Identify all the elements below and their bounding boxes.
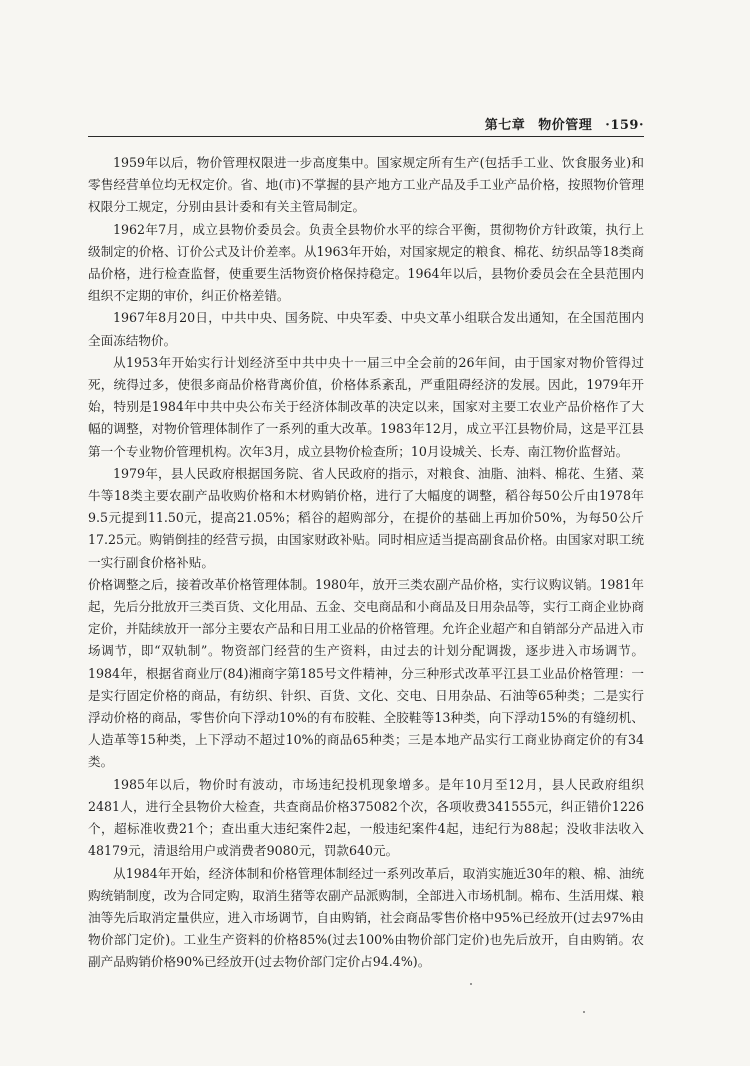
paragraph: 1967年8月20日，中共中央、国务院、中央军委、中央文革小组联合发出通知，在全国范围内全面冻结物价。 — [88, 310, 644, 348]
chapter-label: 第七章 — [484, 118, 526, 133]
body-text — [88, 152, 644, 974]
scan-speck — [470, 983, 472, 985]
section-title: 物价管理 — [538, 118, 593, 133]
running-header — [88, 114, 644, 137]
paragraph: 价格调整之后，接着改革价格管理体制。1980年，放开三类农副产品价格，实行议购议销。1981年起，先后分批放开三类百货、文化用品、五金、交电商品和小商品及日用杂品等，实行工商企业协商定价，并陆续放开一部分主要农产品和日用工业品的价格管理。允许企业超产和自销部分产品进入市场调节，即“双轨制”。物资部门经营的生产资料，由过去的计划分配调拨，逐步进入市场调节。1984年，根据省商业厅(84)湘商字第185号文件精神，分三种形式改革平江县工业品价格管理：一是实行固定价格的商品，有纺织、针织、百货、文化、交电、日用杂品、石油等65种类；二是实行浮动价格的商品，零售价向下浮动10%的有布胶鞋、全胶鞋等13种类，向下浮动15%的有缝纫机、人造革等15种类，上下浮动不超过10%的商品65种类；三是本地产品实行工商业协商定价的有34类。 — [88, 576, 644, 770]
paragraph: 1985年以后，物价时有波动，市场违纪投机现象增多。是年10月至12月，县人民政府组织2481人，进行全县物价大检查，共查商品价格375082个次，各项收费341555元，纠正错价1226个，超标准收费21个；查出重大违纪案件2起，一般违纪案件4起，违纪行为88起；没收非法收入48179元，清退给用户或消费者9080元，罚款640元。 — [88, 776, 644, 859]
scan-speck — [583, 1011, 585, 1013]
paragraph: 从1984年开始，经济体制和价格管理体制经过一系列改革后，取消实施近30年的粮、棉、油统购统销制度，改为合同定购，取消生猪等农副产品派购制，全部进入市场机制。棉布、生活用煤、粮油等先后取消定量供应，进入市场调节，自由购销，社会商品零售价格中95%已经放开(过去97%由物价部门定价)。工业生产资料的价格85%(过去100%由物价部门定价)也先后放开，自由购销。农副产品购销价格90%已经放开(过去物价部门定价占94.4%)。 — [88, 865, 644, 970]
page-number: ·159· — [605, 118, 644, 133]
paragraph: 1959年以后，物价管理权限进一步高度集中。国家规定所有生产(包括手工业、饮食服务业)和零售经营单位均无权定价。省、地(市)不掌握的县产地方工业产品及手工业产品价格，按照物价管理权限分工规定，分别由县计委和有关主管局制定。 — [88, 155, 644, 215]
paragraph: 1979年，县人民政府根据国务院、省人民政府的指示，对粮食、油脂、油料、棉花、生猪、菜牛等18类主要农副产品收购价格和木材购销价格，进行了大幅度的调整，稻谷每50公斤由1978年9.5元提到11.50元，提高21.05%；稻谷的超购部分，在提价的基础上再加价50%，为每50公斤17.25元。购销倒挂的经营亏损，由国家财政补贴。同时相应适当提高副食品价格。由国家对职工统一实行副食价格补贴。 — [88, 465, 644, 570]
paragraph: 从1953年开始实行计划经济至中共中央十一届三中全会前的26年间，由于国家对物价管得过死，统得过多，使很多商品价格背离价值，价格体系紊乱，严重阻碍经济的发展。因此，1979年开始，特别是1984年中共中央公布关于经济体制改革的决定以来，国家对主要工农业产品价格作了大幅的调整，对物价管理体制作了一系列的重大改革。1983年12月，成立平江县物价局，这是平江县第一个专业物价管理机构。次年3月，成立县物价检查所；10月设城关、长寿、南江物价监督站。 — [88, 354, 644, 459]
paragraph: 1962年7月，成立县物价委员会。负责全县物价水平的综合平衡，贯彻物价方针政策，执行上级制定的价格、订价公式及计价差率。从1963年开始，对国家规定的粮食、棉花、纺织品等18类商品价格，进行检查监督，使重要生活物资价格保持稳定。1964年以后，县物价委员会在全县范围内组织不定期的审价，纠正价格差错。 — [88, 221, 644, 304]
header-text — [477, 114, 644, 133]
